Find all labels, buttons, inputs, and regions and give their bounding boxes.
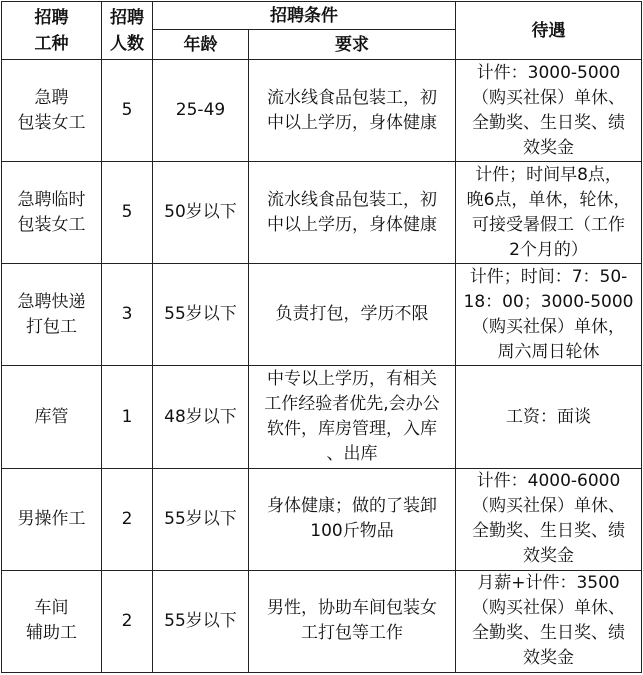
cell-count: 2 — [102, 468, 153, 570]
cell-requirements: 中专以上学历，有相关 工作经验者优先,会办公 软件，库房管理，入库 、出库 — [249, 366, 456, 468]
cell-requirements: 流水线食品包装工，初 中以上学历，身体健康 — [249, 60, 456, 162]
table-header — [2, 2, 642, 60]
cell-age: 25-49 — [153, 60, 249, 162]
cell-job: 急聘 包装女工 — [2, 60, 102, 162]
header-conditions: 招聘条件 — [153, 2, 456, 30]
cell-age: 50岁以下 — [153, 162, 249, 264]
table-row — [2, 60, 642, 162]
cell-requirements: 流水线食品包装工，初 中以上学历，身体健康 — [249, 162, 456, 264]
cell-job: 男操作工 — [2, 468, 102, 570]
header-requirements: 要求 — [249, 30, 456, 60]
header-age: 年龄 — [153, 30, 249, 60]
cell-job: 车间 辅助工 — [2, 570, 102, 672]
cell-requirements: 身体健康；做的了装卸 100斤物品 — [249, 468, 456, 570]
cell-treatment: 计件；时间早8点， 晚6点，单休，轮休， 可接受暑假工（工作 2个月的） — [456, 162, 642, 264]
cell-age: 55岁以下 — [153, 264, 249, 366]
cell-requirements: 男性，协助车间包装女 工打包等工作 — [249, 570, 456, 672]
header-treatment: 待遇 — [456, 2, 642, 60]
table-row — [2, 162, 642, 264]
cell-requirements: 负责打包，学历不限 — [249, 264, 456, 366]
recruitment-table — [1, 1, 642, 673]
cell-treatment: 计件：3000-5000 （购买社保）单休、 全勤奖、生日奖、绩 效奖金 — [456, 60, 642, 162]
cell-age: 55岁以下 — [153, 468, 249, 570]
cell-job: 急聘快递 打包工 — [2, 264, 102, 366]
table-row — [2, 366, 642, 468]
cell-count: 2 — [102, 570, 153, 672]
header-row-top — [2, 2, 642, 30]
cell-job: 库管 — [2, 366, 102, 468]
cell-age: 48岁以下 — [153, 366, 249, 468]
cell-count: 3 — [102, 264, 153, 366]
header-job-type: 招聘 工种 — [2, 2, 102, 60]
cell-treatment: 月薪+计件：3500 （购买社保）单休、 全勤奖、生日奖、绩 效奖金 — [456, 570, 642, 672]
table-body — [2, 60, 642, 673]
cell-count: 5 — [102, 162, 153, 264]
cell-treatment: 计件；时间：7：50- 18：00；3000-5000 （购买社保）单休， 周六周日轮休 — [456, 264, 642, 366]
cell-job: 急聘临时 包装女工 — [2, 162, 102, 264]
cell-treatment: 工资：面谈 — [456, 366, 642, 468]
header-count: 招聘 人数 — [102, 2, 153, 60]
cell-treatment: 计件：4000-6000 （购买社保）单休、 全勤奖、生日奖、绩 效奖金 — [456, 468, 642, 570]
cell-age: 55岁以下 — [153, 570, 249, 672]
cell-count: 1 — [102, 366, 153, 468]
table-row — [2, 468, 642, 570]
cell-count: 5 — [102, 60, 153, 162]
table-row — [2, 570, 642, 672]
table-row — [2, 264, 642, 366]
